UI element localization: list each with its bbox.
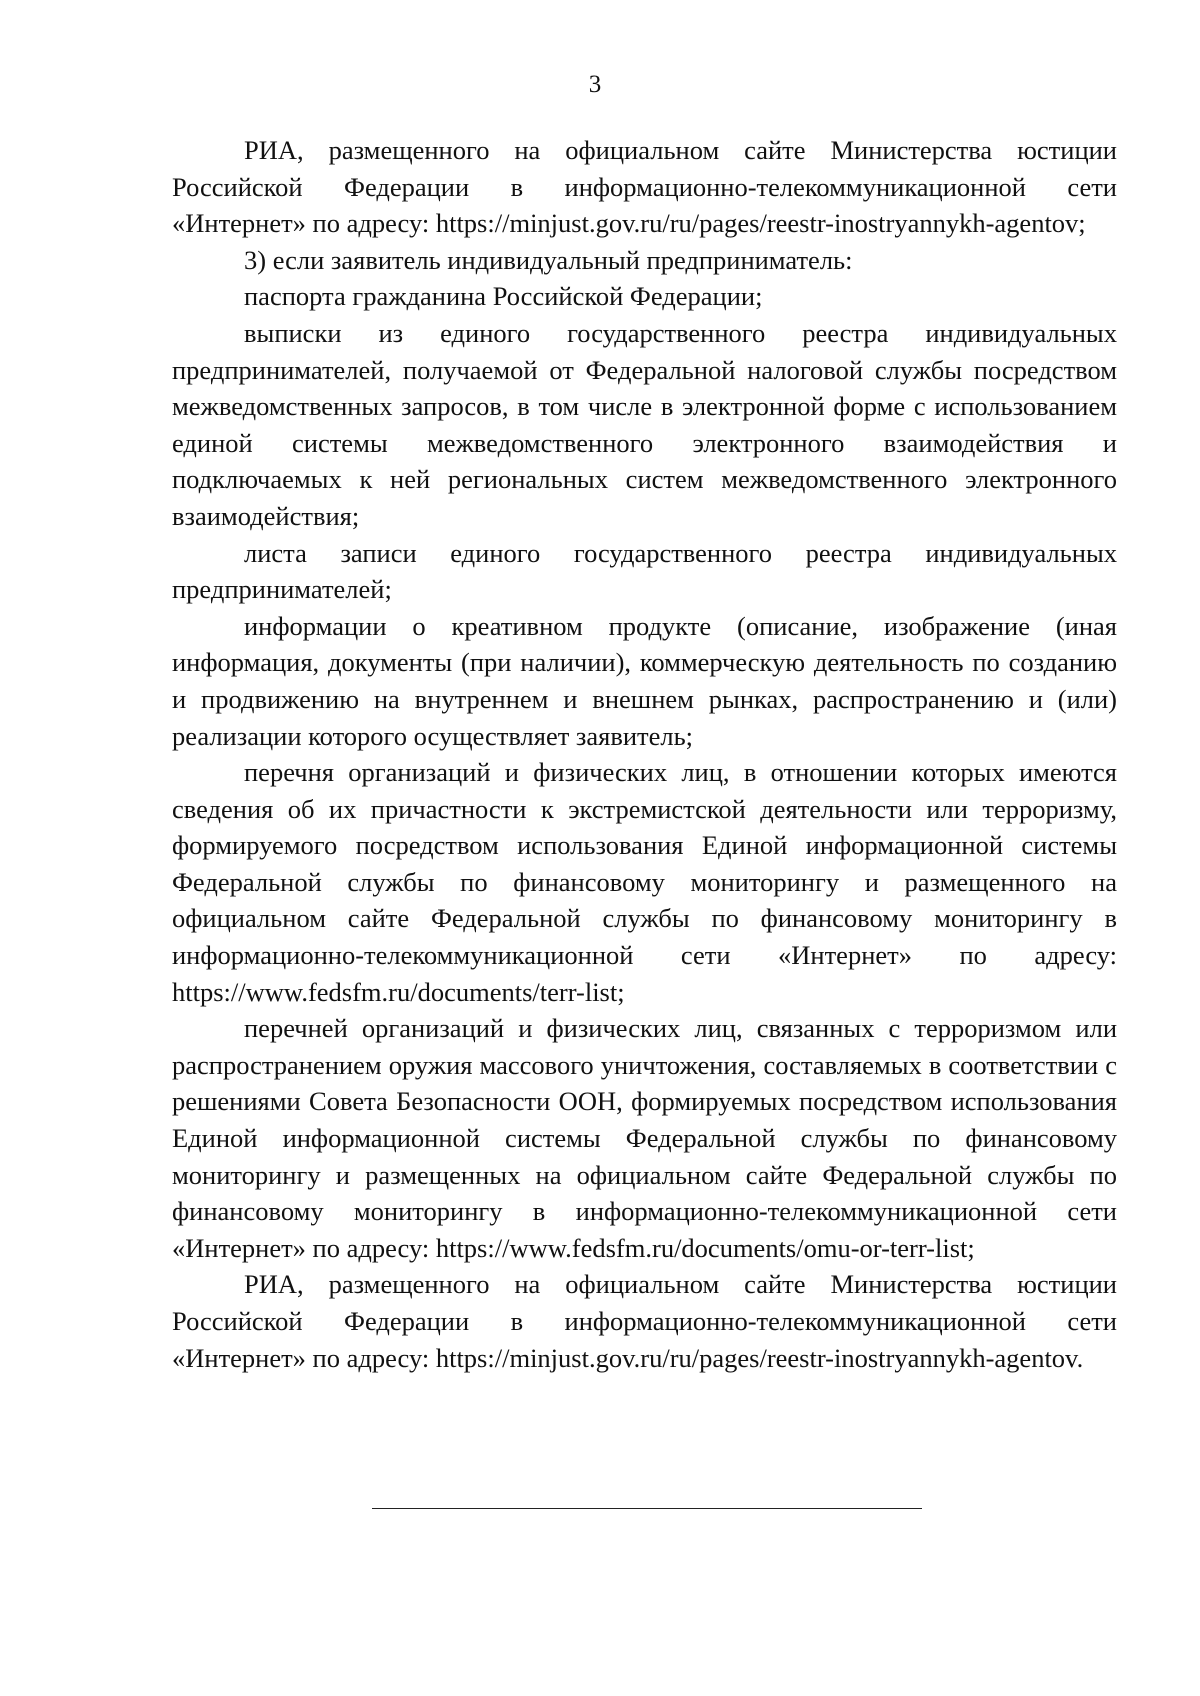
paragraph-extremism-terrorism-list: перечня организаций и физических лиц, в отношении которых имеются сведения об их причастности к экстремистской деятельности или терроризму, формируемого посредством использования Единой информационной системы Федеральной службы по финансовому мониторингу и размещенного на официальном сайте Федеральной службы по финансовому мониторингу в информационно-телекоммуникационной сети «Интернет» по адресу: https://www.fedsfm.ru/documents/terr-list; bbox=[172, 757, 1117, 1007]
paragraph-ria-registry-1: РИА, размещенного на официальном сайте Министерства юстиции Российской Федерации в информационно-телекоммуникационной сети «Интернет» по адресу: https://minjust.gov.ru/ru/pages/reestr-inostryannykh-agentov; bbox=[172, 135, 1117, 239]
paragraph-egrip-record-sheet: листа записи единого государственного реестра индивидуальных предпринимателей; bbox=[172, 537, 1117, 605]
page-number: 3 bbox=[588, 71, 602, 98]
paragraph-individual-entrepreneur-heading: 3) если заявитель индивидуальный предприниматель: bbox=[244, 244, 853, 275]
paragraph-un-security-council-lists: перечней организаций и физических лиц, связанных с терроризмом или распространением оружия массового уничтожения, составляемых в соответствии с решениями Совета Безопасности ООН, формируемых посредством использования Единой информационной системы Федеральной службы по финансовому мониторингу и размещенных на официальном сайте Федеральной службы по финансовому мониторингу в информационно-телекоммуникационной сети «Интернет» по адресу: https://www.fedsfm.ru/documents/omu-or-terr-list; bbox=[172, 1013, 1117, 1263]
paragraph-creative-product-info: информации о креативном продукте (описание, изображение (иная информация, документы (при наличии), коммерческую деятельность по созданию и продвижению на внутреннем и внешнем рынках, распространению и (или) реализации которого осуществляет заявитель; bbox=[172, 610, 1117, 751]
paragraph-egrip-extract: выписки из единого государственного реестра индивидуальных предпринимателей, получаемой от Федеральной налоговой службы посредством межведомственных запросов, в том числе в электронной форме с использованием единой системы межведомственного электронного взаимодействия и подключаемых к ней региональных систем межведомственного электронного взаимодействия; bbox=[172, 317, 1117, 531]
document-body bbox=[172, 132, 1117, 1376]
end-of-document-rule bbox=[372, 1508, 922, 1509]
paragraph-ria-registry-2: РИА, размещенного на официальном сайте Министерства юстиции Российской Федерации в информационно-телекоммуникационной сети «Интернет» по адресу: https://minjust.gov.ru/ru/pages/reestr-inostryannykh-agentov. bbox=[172, 1269, 1117, 1373]
paragraph-passport: паспорта гражданина Российской Федерации; bbox=[244, 281, 763, 312]
